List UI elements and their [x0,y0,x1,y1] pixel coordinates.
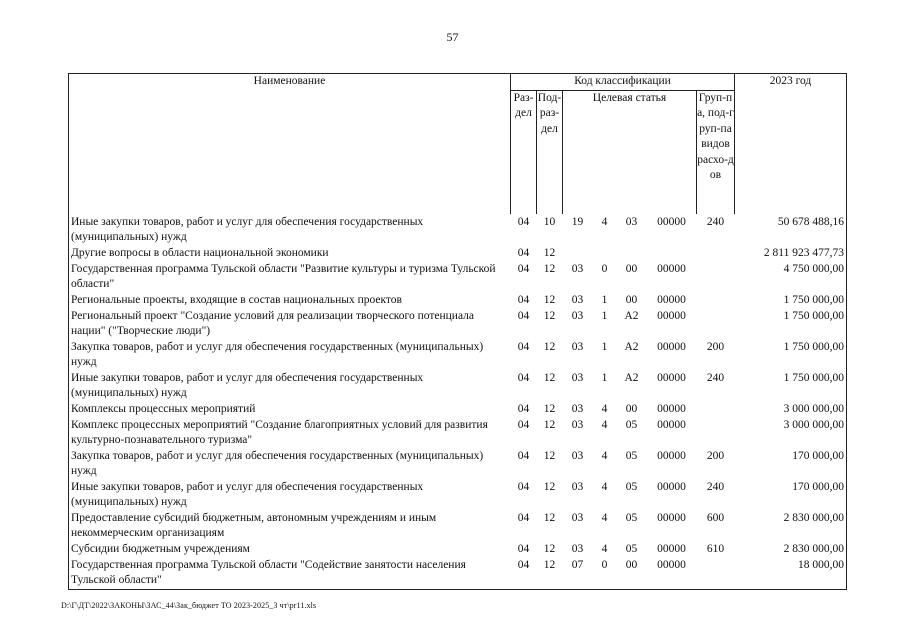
row-subsection: 12 [543,419,556,431]
row-section: 04 [517,247,530,259]
row-amount: 3 000 000,00 [735,402,847,418]
row-expense-group [697,246,735,262]
row-subsection: 12 [543,263,556,275]
row-target-event: А2 [624,341,639,353]
row-amount: 50 678 488,16 [735,214,847,246]
row-amount: 18 000,00 [735,558,847,590]
row-target-program: 03 [571,403,584,415]
row-expense-group [697,418,735,449]
header-subsection: Под-раз-дел [537,90,563,214]
row-target-type: 4 [601,216,608,228]
header-section: Раз-дел [511,90,537,214]
table-row [69,214,847,246]
row-target-event: А2 [624,310,639,322]
row-subsection: 12 [543,403,556,415]
table-row [69,371,847,402]
row-target-program: 03 [571,263,584,275]
row-expense-group [697,309,735,340]
row-expense-group: 240 [706,372,725,384]
row-section: 04 [511,558,537,590]
row-target-type: 0 [601,263,608,275]
row-target-direction: 00000 [657,341,686,353]
row-section: 04 [517,419,530,431]
row-target-direction: 00000 [657,543,686,555]
row-subsection: 10 [543,216,556,228]
row-expense-group: 600 [706,512,725,524]
row-target-program: 03 [571,419,584,431]
row-section: 04 [517,403,530,415]
row-target-event: 05 [625,419,638,431]
row-target-type: 0 [593,558,617,590]
row-target-event [617,246,647,262]
row-target-program: 03 [571,310,584,322]
row-amount: 170 000,00 [735,480,847,511]
row-section: 04 [517,341,530,353]
row-amount: 170 000,00 [735,449,847,480]
row-expense-group: 240 [706,481,725,493]
row-target-program: 03 [571,372,584,384]
row-name: Иные закупки товаров, работ и услуг для обеспечения государственных (муниципальных) нужд [69,371,511,402]
row-target-direction: 00000 [657,481,686,493]
row-expense-group [697,558,735,590]
row-amount: 2 830 000,00 [735,542,847,558]
row-expense-group: 200 [706,341,725,353]
file-path: D:\Г\ДТ\2022\ЗАКОНЫ\ЗАС_44\Зак_бюджет ТО 2023-2025_3 чт\pr11.xls [61,601,317,610]
header-target-article: Целевая статья [563,90,697,214]
header-group: Груп-па, под-груп-па видов расхо-дов [697,90,735,214]
row-target-direction: 00000 [657,403,686,415]
table-body [69,214,847,590]
table-row [69,449,847,480]
row-target-type: 4 [601,419,608,431]
table-row [69,309,847,340]
row-target-direction: 00000 [657,450,686,462]
row-section: 04 [517,543,530,555]
row-target-program: 07 [563,558,593,590]
header-classification: Код классификации [511,74,735,91]
row-subsection: 12 [543,512,556,524]
row-target-program: 03 [571,512,584,524]
row-name: Закупка товаров, работ и услуг для обеспечения государственных (муниципальных) нужд [69,340,511,371]
row-section: 04 [517,294,530,306]
table-row [69,402,847,418]
header-year: 2023 год [735,74,847,91]
row-target-direction: 00000 [657,419,686,431]
row-name: Субсидии бюджетным учреждениям [69,542,511,558]
row-expense-group: 240 [706,216,725,228]
row-subsection: 12 [543,310,556,322]
header-year-cont [735,90,847,214]
row-name: Другие вопросы в области национальной экономики [69,246,511,262]
row-target-program: 03 [571,481,584,493]
row-target-event: 03 [625,216,638,228]
row-target-type: 4 [601,543,608,555]
row-section: 04 [517,450,530,462]
row-amount: 1 750 000,00 [735,371,847,402]
table-row [69,480,847,511]
row-section: 04 [517,481,530,493]
row-expense-group: 200 [706,450,725,462]
row-target-program: 19 [571,216,584,228]
row-target-program [563,246,593,262]
row-amount: 1 750 000,00 [735,293,847,309]
table-row [69,246,847,262]
row-target-program: 03 [571,543,584,555]
row-section: 04 [517,216,530,228]
row-target-event: 05 [625,450,638,462]
row-name: Государственная программа Тульской области "Развитие культуры и туризма Тульской области" [69,262,511,293]
table-row [69,340,847,371]
table-row [69,293,847,309]
row-name: Региональные проекты, входящие в состав национальных проектов [69,293,511,309]
row-section: 04 [517,512,530,524]
row-target-event: 05 [625,512,638,524]
row-amount: 1 750 000,00 [735,340,847,371]
row-target-type: 4 [601,403,608,415]
row-target-type: 4 [601,481,608,493]
row-target-type: 1 [601,294,608,306]
row-target-direction [647,246,697,262]
row-target-direction: 00000 [657,216,686,228]
row-expense-group [697,402,735,418]
table-row [69,558,847,590]
row-name: Комплекс процессных мероприятий "Создание благоприятных условий для развития культурно-познавательного туризма" [69,418,511,449]
row-subsection: 12 [537,558,563,590]
row-name: Комплексы процессных мероприятий [69,402,511,418]
row-target-event: А2 [624,372,639,384]
row-section: 04 [517,372,530,384]
row-target-direction: 00000 [657,310,686,322]
row-target-type: 1 [601,341,608,353]
row-section: 04 [517,310,530,322]
row-subsection: 12 [543,481,556,493]
row-target-event: 05 [625,481,638,493]
table-row [69,511,847,542]
row-target-direction: 00000 [647,558,697,590]
row-subsection: 12 [543,372,556,384]
row-target-type: 4 [601,450,608,462]
row-amount: 1 750 000,00 [735,309,847,340]
header-name-cont [69,90,511,214]
row-target-event: 00 [625,403,638,415]
header-name: Наименование [69,74,511,91]
row-subsection: 12 [543,247,556,259]
row-expense-group [697,262,735,293]
row-target-event: 05 [625,543,638,555]
row-name: Иные закупки товаров, работ и услуг для обеспечения государственных (муниципальных) нужд [69,214,511,246]
row-target-event: 00 [625,294,638,306]
row-target-program: 03 [571,294,584,306]
row-target-event: 00 [625,263,638,275]
table-row [69,262,847,293]
row-name: Государственная программа Тульской области "Содействие занятости населения Тульской области" [69,558,511,590]
row-name: Предоставление субсидий бюджетным, автономным учреждениям и иным некоммерческим организациям [69,511,511,542]
row-target-type: 4 [601,512,608,524]
row-target-type: 1 [601,310,608,322]
page-number: 57 [446,30,459,44]
row-target-type [593,246,617,262]
row-amount: 4 750 000,00 [735,262,847,293]
row-target-program: 03 [571,450,584,462]
table-row [69,418,847,449]
table-row [69,542,847,558]
row-target-direction: 00000 [657,512,686,524]
row-subsection: 12 [543,294,556,306]
row-expense-group [697,293,735,309]
row-subsection: 12 [543,341,556,353]
row-target-program: 03 [571,341,584,353]
row-name: Закупка товаров, работ и услуг для обеспечения государственных (муниципальных) нужд [69,449,511,480]
row-target-direction: 00000 [657,263,686,275]
row-target-direction: 00000 [657,372,686,384]
row-amount: 3 000 000,00 [735,418,847,449]
row-amount: 2 811 923 477,73 [735,246,847,262]
row-section: 04 [517,263,530,275]
row-target-direction: 00000 [657,294,686,306]
budget-table [68,73,847,590]
row-target-type: 1 [601,372,608,384]
row-expense-group: 610 [706,543,725,555]
row-subsection: 12 [543,543,556,555]
row-name: Иные закупки товаров, работ и услуг для обеспечения государственных (муниципальных) нужд [69,480,511,511]
row-amount: 2 830 000,00 [735,511,847,542]
row-target-event: 00 [617,558,647,590]
row-name: Региональный проект "Создание условий для реализации творческого потенциала нации" ("Творческие люди") [69,309,511,340]
row-subsection: 12 [543,450,556,462]
